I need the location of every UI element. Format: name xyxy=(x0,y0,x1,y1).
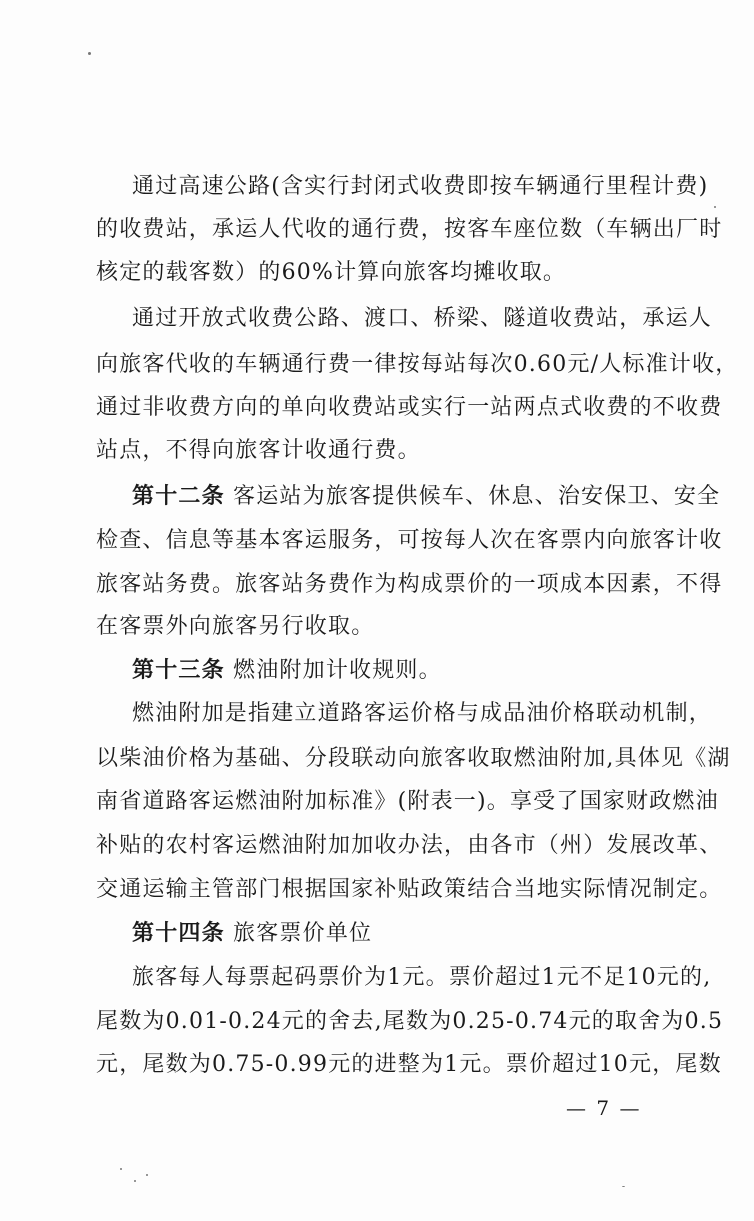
text-line: 站点，不得向旅客计收通行费。 xyxy=(96,438,421,463)
scan-speck xyxy=(622,1186,625,1187)
scan-speck xyxy=(146,1174,148,1176)
text-line: 在客票外向旅客另行收取。 xyxy=(96,614,375,639)
text-line: 通过高速公路(含实行封闭式收费即按车辆通行里程计费) xyxy=(132,174,709,199)
scan-speck xyxy=(120,1168,122,1170)
article-13-line xyxy=(132,655,652,685)
article-12-line xyxy=(132,481,721,511)
text-line: 旅客站务费。旅客站务费作为构成票价的一项成本因素，不得 xyxy=(96,572,723,597)
scan-speck xyxy=(714,206,716,208)
text-line: 南省道路客运燃油附加标准》(附表一)。享受了国家财政燃油 xyxy=(96,789,719,814)
article-13-title: 燃油附加计收规则。 xyxy=(233,658,442,683)
page-number: — 7 — xyxy=(566,1096,642,1120)
text-line: 向旅客代收的车辆通行费一律按每站每次0.60元/人标准计收， xyxy=(96,352,739,377)
scan-speck xyxy=(88,52,91,55)
text-line: 尾数为0.01-0.24元的舍去,尾数为0.25-0.74元的取舍为0.5 xyxy=(96,1009,724,1034)
text-line: 以柴油价格为基础、分段联动向旅客收取燃油附加,具体见《湖 xyxy=(96,746,731,771)
text-line: 元，尾数为0.75-0.99元的进整为1元。票价超过10元，尾数 xyxy=(96,1052,722,1077)
text-line: 燃油附加是指建立道路客运价格与成品油价格联动机制， xyxy=(132,701,713,726)
article-12-text: 客运站为旅客提供候车、休息、治安保卫、安全 xyxy=(233,484,721,509)
article-12-heading: 第十二条 xyxy=(132,483,225,509)
article-14-line xyxy=(132,918,652,948)
text-line: 通过开放式收费公路、渡口、桥梁、隧道收费站，承运人 xyxy=(132,306,713,331)
article-13-heading: 第十三条 xyxy=(132,657,225,683)
text-line: 核定的载客数）的60%计算向旅客均摊收取。 xyxy=(96,260,567,285)
text-line: 交通运输主管部门根据国家补贴政策结合当地实际情况制定。 xyxy=(96,877,723,902)
text-line: 补贴的农村客运燃油附加加收办法，由各市（州）发展改革、 xyxy=(96,833,723,858)
article-14-heading: 第十四条 xyxy=(132,920,225,946)
text-line: 检查、信息等基本客运服务，可按每人次在客票内向旅客计收 xyxy=(96,528,723,553)
text-line: 旅客每人每票起码票价为1元。票价超过1元不足10元的, xyxy=(132,965,712,990)
scan-speck xyxy=(134,1180,136,1182)
text-line: 的收费站，承运人代收的通行费，按客车座位数（车辆出厂时 xyxy=(96,217,723,242)
text-line: 通过非收费方向的单向收费站或实行一站两点式收费的不收费 xyxy=(96,395,723,420)
article-14-title: 旅客票价单位 xyxy=(233,921,373,946)
